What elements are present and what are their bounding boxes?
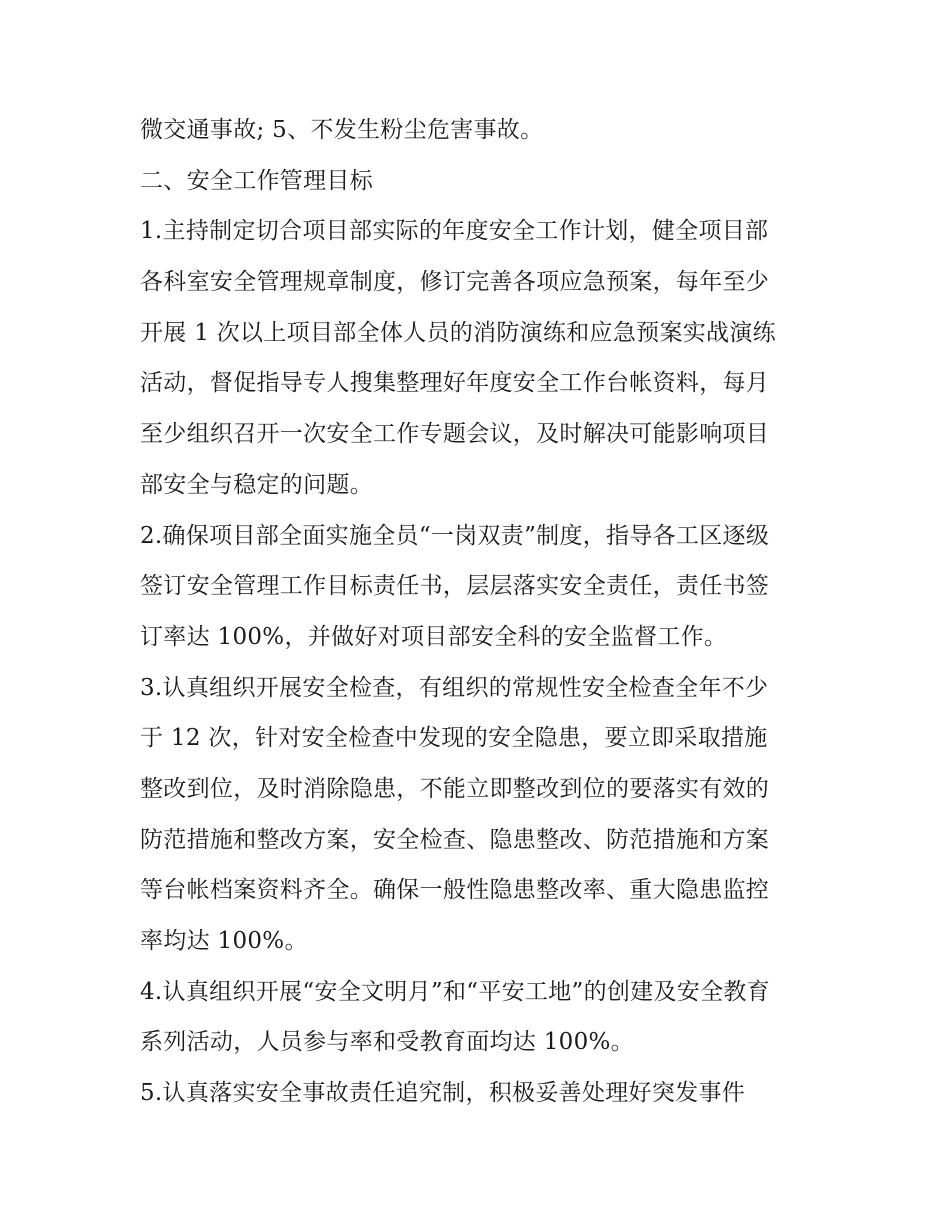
text-line: 5.认真落实安全事故责任追究制，积极妥善处理好突发事件 xyxy=(140,1080,746,1107)
text-line: 2.确保项目部全面实施全员“一岗双责”制度，指导各工区逐级 xyxy=(140,522,770,549)
text-line: 率均达 100%。 xyxy=(140,928,308,954)
text-line: 整改到位，及时消除隐患，不能立即整改到位的要落实有效的 xyxy=(140,775,770,802)
text-line: 防范措施和整改方案，安全检查、隐患整改、防范措施和方案 xyxy=(140,826,770,853)
text-line: 等台帐档案资料齐全。确保一般性隐患整改率、重大隐患监控 xyxy=(140,877,770,904)
text-line: 系列活动，人员参与率和受教育面均达 100%。 xyxy=(140,1029,634,1056)
text-line: 1.主持制定切合项目部实际的年度安全工作计划，健全项目部 xyxy=(140,218,769,245)
text-line: 3.认真组织开展安全检查，有组织的常规性安全检查全年不少 xyxy=(140,674,769,701)
section-heading: 二、安全工作管理目标 xyxy=(140,167,373,194)
text-line: 于 12 次，针对安全检查中发现的安全隐患，要立即采取措施 xyxy=(140,725,768,752)
text-line: 4.认真组织开展“安全文明月”和“平安工地”的创建及安全教育 xyxy=(140,978,770,1005)
text-line: 订率达 100%，并做好对项目部安全科的安全监督工作。 xyxy=(140,623,728,650)
text-line: 微交通事故; 5、不发生粉尘危害事故。 xyxy=(140,117,544,143)
text-line: 各科室安全管理规章制度，修订完善各项应急预案，每年至少 xyxy=(140,269,770,296)
text-line: 签订安全管理工作目标责任书，层层落实安全责任，责任书签 xyxy=(140,573,770,600)
document-body xyxy=(140,105,820,1119)
text-line: 活动，督促指导专人搜集整理好年度安全工作台帐资料，每月 xyxy=(140,370,770,397)
text-line: 开展 1 次以上项目部全体人员的消防演练和应急预案实战演练 xyxy=(140,319,776,346)
text-line: 部安全与稳定的问题。 xyxy=(140,471,373,498)
text-line: 至少组织召开一次安全工作专题会议，及时解决可能影响项目 xyxy=(140,421,770,448)
